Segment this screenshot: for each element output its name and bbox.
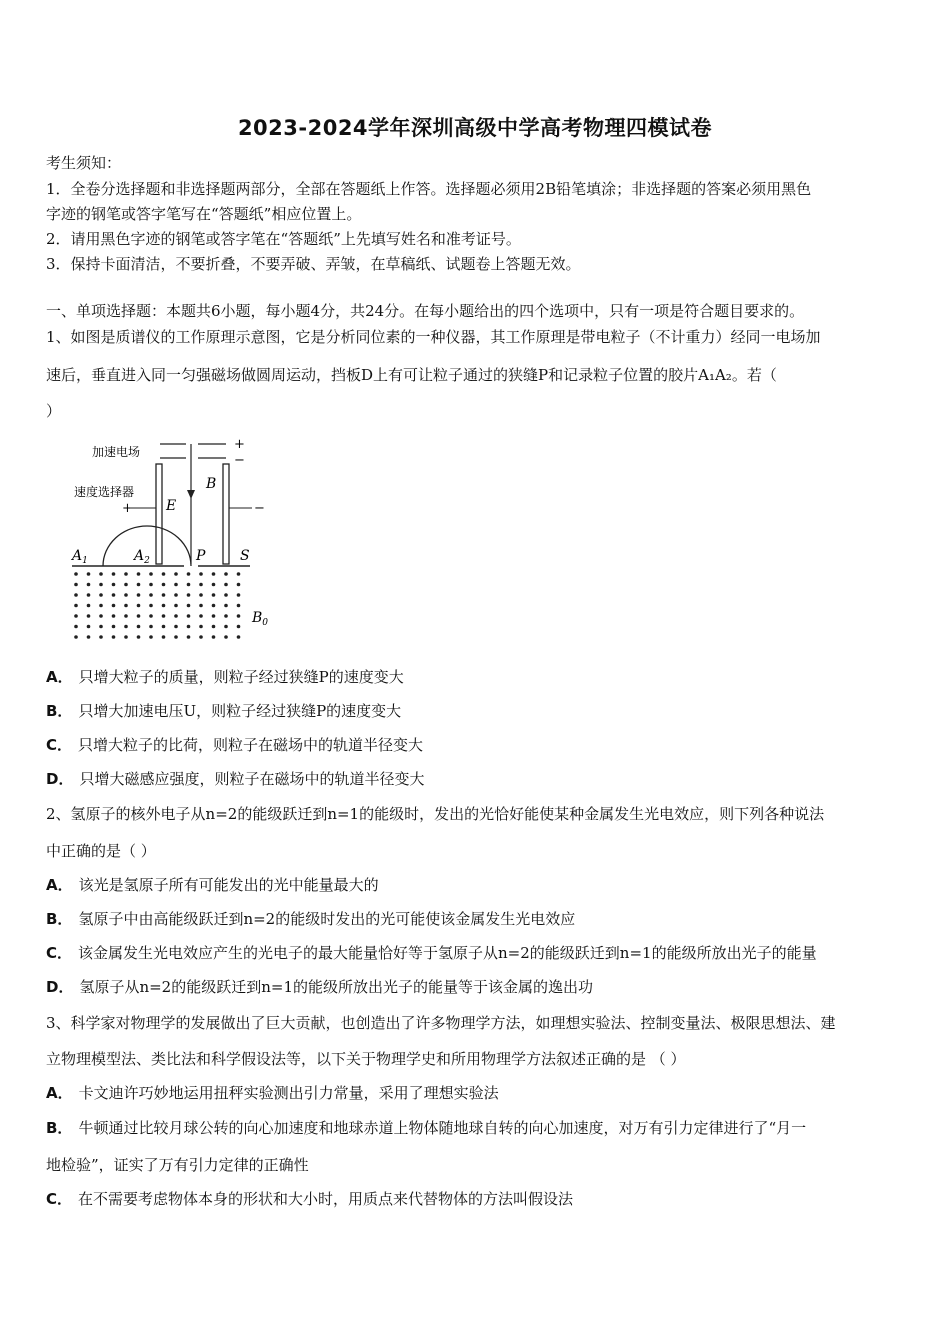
label-a2: $A_2$	[134, 548, 150, 566]
field-b-label: B	[206, 476, 217, 492]
plus-top-label: +	[234, 437, 245, 452]
option-text: 地检验”，证实了万有引力定律的正确性	[46, 1156, 309, 1174]
notice-item-2: 2．请用黑色字迹的钢笔或答字笔在“答题纸”上先填写姓名和准考证号。	[46, 230, 521, 248]
q1-option-c[interactable]	[46, 734, 910, 756]
q2-option-d[interactable]	[46, 976, 910, 998]
field-dot	[174, 614, 178, 618]
option-label: A．	[46, 876, 73, 894]
field-dot	[187, 572, 191, 576]
minus-right-label: −	[254, 501, 265, 516]
accel-field-label: 加速电场	[92, 445, 141, 459]
field-dot	[112, 593, 116, 597]
field-dot	[124, 593, 128, 597]
field-dot	[212, 604, 216, 608]
field-dot	[149, 614, 153, 618]
field-dot	[87, 625, 91, 629]
field-dot	[224, 614, 228, 618]
option-label: A．	[46, 1084, 73, 1102]
field-dot	[99, 593, 103, 597]
q1-option-b[interactable]	[46, 700, 910, 722]
field-dot	[187, 604, 191, 608]
field-dot	[149, 593, 153, 597]
selector-plate-left	[156, 464, 162, 564]
option-text: 只增大粒子的质量，则粒子经过狭缝P的速度变大	[78, 668, 404, 686]
field-dot	[87, 614, 91, 618]
field-dot	[99, 635, 103, 639]
field-dot	[237, 625, 241, 629]
field-dot	[124, 614, 128, 618]
label-p: P	[196, 548, 206, 564]
field-dot	[137, 583, 141, 587]
option-label: D．	[46, 770, 74, 788]
field-dot	[74, 625, 78, 629]
field-dot	[212, 593, 216, 597]
field-dot	[187, 593, 191, 597]
diagram-svg	[68, 432, 278, 647]
option-text: 只增大加速电压U，则粒子经过狭缝P的速度变大	[78, 702, 402, 720]
field-dot	[87, 635, 91, 639]
selector-plate-right	[223, 464, 229, 564]
velocity-selector-label: 速度选择器	[74, 485, 135, 499]
option-text: 氢原子从n=2的能级跃迁到n=1的能级所放出光子的能量等于该金属的逸出功	[79, 978, 594, 996]
option-text: 只增大粒子的比荷，则粒子在磁场中的轨道半径变大	[78, 736, 424, 754]
field-dot	[74, 572, 78, 576]
option-label: B．	[46, 1119, 73, 1137]
q2-option-a[interactable]	[46, 874, 910, 896]
q1-option-a[interactable]	[46, 666, 910, 688]
field-dot	[174, 593, 178, 597]
field-dot	[124, 625, 128, 629]
page-title: 2023-2024学年深圳高级中学高考物理四模试卷	[237, 116, 713, 140]
q2-option-c[interactable]	[46, 942, 910, 964]
field-e-label: E	[166, 498, 177, 514]
field-dot	[149, 583, 153, 587]
field-dot	[112, 604, 116, 608]
field-dot	[124, 583, 128, 587]
field-dot	[212, 635, 216, 639]
option-label: C．	[46, 1190, 73, 1208]
option-label: B．	[46, 702, 73, 720]
option-text: 该光是氢原子所有可能发出的光中能量最大的	[78, 876, 379, 894]
q1-stem-line-2: 速后，垂直进入同一匀强磁场做圆周运动，挡板D上有可让粒子通过的狭缝P和记录粒子位置的胶片A₁A₂。若（	[46, 366, 777, 384]
field-dot	[199, 583, 203, 587]
option-text: 只增大磁感应强度，则粒子在磁场中的轨道半径变大	[79, 770, 425, 788]
field-dot	[87, 583, 91, 587]
field-dot	[187, 614, 191, 618]
field-dot	[237, 583, 241, 587]
mass-spectrometer-diagram	[68, 432, 278, 647]
option-text: 在不需要考虑物体本身的形状和大小时，用质点来代替物体的方法叫假设法	[78, 1190, 574, 1208]
field-dot	[74, 583, 78, 587]
q1-option-d[interactable]	[46, 768, 910, 790]
field-dot	[87, 604, 91, 608]
field-dot	[74, 604, 78, 608]
field-dot	[137, 572, 141, 576]
field-dot	[237, 572, 241, 576]
field-dot	[199, 604, 203, 608]
magnetic-field-dots	[74, 572, 240, 639]
option-text: 氢原子中由高能级跃迁到n=2的能级时发出的光可能使该金属发生光电效应	[78, 910, 576, 928]
field-dot	[74, 593, 78, 597]
q3-option-b[interactable]	[46, 1117, 910, 1139]
option-text: 卡文迪许巧妙地运用扭秤实验测出引力常量，采用了理想实验法	[78, 1084, 499, 1102]
field-dot	[74, 635, 78, 639]
field-dot	[87, 572, 91, 576]
q2-option-b[interactable]	[46, 908, 910, 930]
field-dot	[212, 572, 216, 576]
field-dot	[237, 614, 241, 618]
q1-stem-line-1: 1、如图是质谱仪的工作原理示意图，它是分析同位素的一种仪器，其工作原理是带电粒子（不计重力）经同一电场加	[46, 328, 821, 346]
field-dot	[237, 604, 241, 608]
field-dot	[124, 635, 128, 639]
field-dot	[199, 614, 203, 618]
field-dot	[224, 593, 228, 597]
field-dot	[174, 604, 178, 608]
field-dot	[124, 572, 128, 576]
field-dot	[212, 614, 216, 618]
q3-stem-line-1: 3、科学家对物理学的发展做出了巨大贡献，也创造出了许多物理学方法，如理想实验法、控制变量法、极限思想法、建	[46, 1014, 836, 1032]
notice-heading: 考生须知：	[46, 154, 122, 172]
option-text: 该金属发生光电效应产生的光电子的最大能量恰好等于氢原子从n=2的能级跃迁到n=1的能级所放出光子的能量	[78, 944, 817, 962]
option-label: A．	[46, 668, 73, 686]
field-dot	[137, 614, 141, 618]
field-dot	[199, 635, 203, 639]
option-text: 牛顿通过比较月球公转的向心加速度和地球赤道上物体随地球自转的向心加速度，对万有引力定律进行了“月一	[78, 1119, 807, 1137]
field-dot	[174, 572, 178, 576]
field-dot	[149, 625, 153, 629]
field-dot	[112, 625, 116, 629]
field-dot	[99, 625, 103, 629]
field-dot	[99, 583, 103, 587]
q3-stem-line-2: 立物理模型法、类比法和科学假设法等，以下关于物理学史和所用物理学方法叙述正确的是 （ ）	[46, 1050, 686, 1068]
field-dot	[137, 604, 141, 608]
option-label: C．	[46, 736, 73, 754]
field-dot	[162, 625, 166, 629]
field-dot	[174, 625, 178, 629]
label-a1: $A_1$	[72, 548, 88, 566]
field-dot	[149, 572, 153, 576]
field-dot	[137, 625, 141, 629]
field-dot	[112, 635, 116, 639]
plus-left-label: +	[122, 501, 133, 516]
field-dot	[124, 604, 128, 608]
q1-stem-line-3: ）	[46, 402, 62, 420]
label-b0: $B_0$	[252, 610, 269, 628]
particle-direction-arrow	[187, 490, 195, 499]
field-dot	[162, 614, 166, 618]
minus-top-label: −	[234, 453, 245, 468]
field-dot	[187, 583, 191, 587]
field-dot	[212, 625, 216, 629]
field-dot	[149, 604, 153, 608]
notice-item-1: 1．全卷分选择题和非选择题两部分，全部在答题纸上作答。选择题必须用2B铅笔填涂；非选择题的答案必须用黑色	[46, 180, 812, 198]
field-dot	[112, 614, 116, 618]
field-dot	[137, 635, 141, 639]
field-dot	[99, 572, 103, 576]
field-dot	[137, 593, 141, 597]
field-dot	[237, 593, 241, 597]
option-label: C．	[46, 944, 73, 962]
q2-stem-line-1: 2、氢原子的核外电子从n=2的能级跃迁到n=1的能级时，发出的光恰好能使某种金属发生光电效应，则下列各种说法	[46, 805, 825, 823]
field-dot	[199, 593, 203, 597]
label-s: S	[240, 548, 250, 564]
field-dot	[112, 583, 116, 587]
field-dot	[162, 635, 166, 639]
field-dot	[224, 572, 228, 576]
option-label: B．	[46, 910, 73, 928]
field-dot	[224, 635, 228, 639]
q3-option-c[interactable]	[46, 1188, 910, 1210]
field-dot	[162, 604, 166, 608]
field-dot	[149, 635, 153, 639]
field-dot	[174, 635, 178, 639]
field-dot	[162, 593, 166, 597]
field-dot	[199, 625, 203, 629]
section-heading: 一、单项选择题：本题共6小题，每小题4分，共24分。在每小题给出的四个选项中，只有一项是符合题目要求的。	[46, 302, 805, 320]
notice-item-1-cont: 字迹的钢笔或答字笔写在“答题纸”相应位置上。	[46, 205, 362, 223]
field-dot	[99, 604, 103, 608]
q3-option-b-cont	[46, 1154, 910, 1176]
field-dot	[212, 583, 216, 587]
field-dot	[74, 614, 78, 618]
field-dot	[187, 635, 191, 639]
field-dot	[99, 614, 103, 618]
notice-item-3: 3．保持卡面清洁，不要折叠，不要弄破、弄皱，在草稿纸、试题卷上答题无效。	[46, 255, 581, 273]
field-dot	[199, 572, 203, 576]
field-dot	[162, 583, 166, 587]
option-label: D．	[46, 978, 74, 996]
field-dot	[237, 635, 241, 639]
field-dot	[174, 583, 178, 587]
field-dot	[112, 572, 116, 576]
field-dot	[187, 625, 191, 629]
q3-option-a[interactable]	[46, 1082, 910, 1104]
q2-stem-line-2: 中正确的是（ ）	[46, 842, 156, 860]
field-dot	[224, 583, 228, 587]
field-dot	[87, 593, 91, 597]
field-dot	[162, 572, 166, 576]
field-dot	[224, 625, 228, 629]
field-dot	[224, 604, 228, 608]
